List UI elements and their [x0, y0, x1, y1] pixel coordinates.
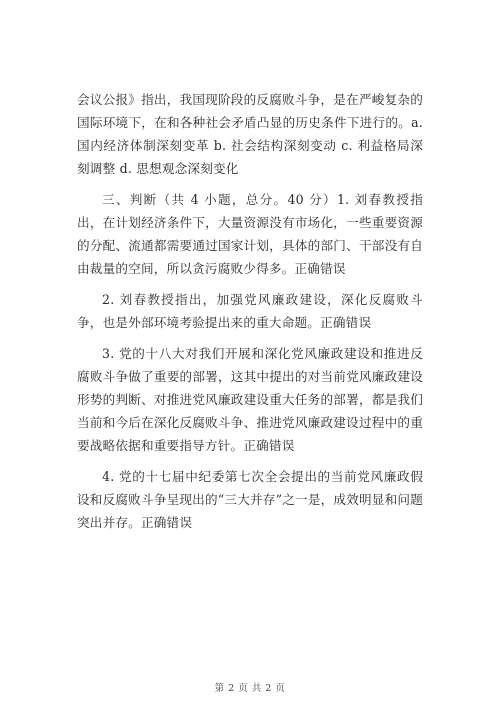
page-number-footer: 第 2 页 共 2 页: [214, 683, 286, 694]
paragraph-section-three-question-1: 三、判断（共 4 小题，总分。40 分）1. 刘春教授指出，在计划经济条件下，大量资源没有市场化，一些重要资源的分配、流通都需要通过国家计划，具体的部门、干部没有自由裁量的空间，所以贪污腐败少得多。正确错误: [77, 192, 423, 276]
paragraph-question-3: 3. 党的十八大对我们开展和深化党风廉政建设和推进反腐败斗争做了重要的部署，这其中提出的对当前党风廉政建设形势的判断、对推进党风廉政建设重大任务的部署，都是我们当前和今后在深化反腐败斗争、推进党风廉政建设过程中的重要战略依据和重要指导方针。正确错误: [77, 346, 423, 453]
paragraph-question-2: 2. 刘春教授指出，加强党风廉政建设，深化反腐败斗争，也是外部环境考验提出来的重大命题。正确错误: [77, 292, 423, 330]
paragraph-question-4: 4. 党的十七届中纪委第七次全会提出的当前党风廉政假设和反腐败斗争呈现出的“三大并存”之一是，成效明显和问题突出并存。正确错误: [77, 469, 423, 530]
paragraph-continuation: 会议公报》指出，我国现阶段的反腐败斗争，是在严峻复杂的国际环境下，在和各种社会矛盾凸显的历史条件下进行的。a. 国内经济体制深刻变革 b. 社会结构深刻变动 c. 利益格局深刻调整 d. 思想观念深刻变化: [77, 92, 423, 176]
document-body: [77, 88, 423, 542]
